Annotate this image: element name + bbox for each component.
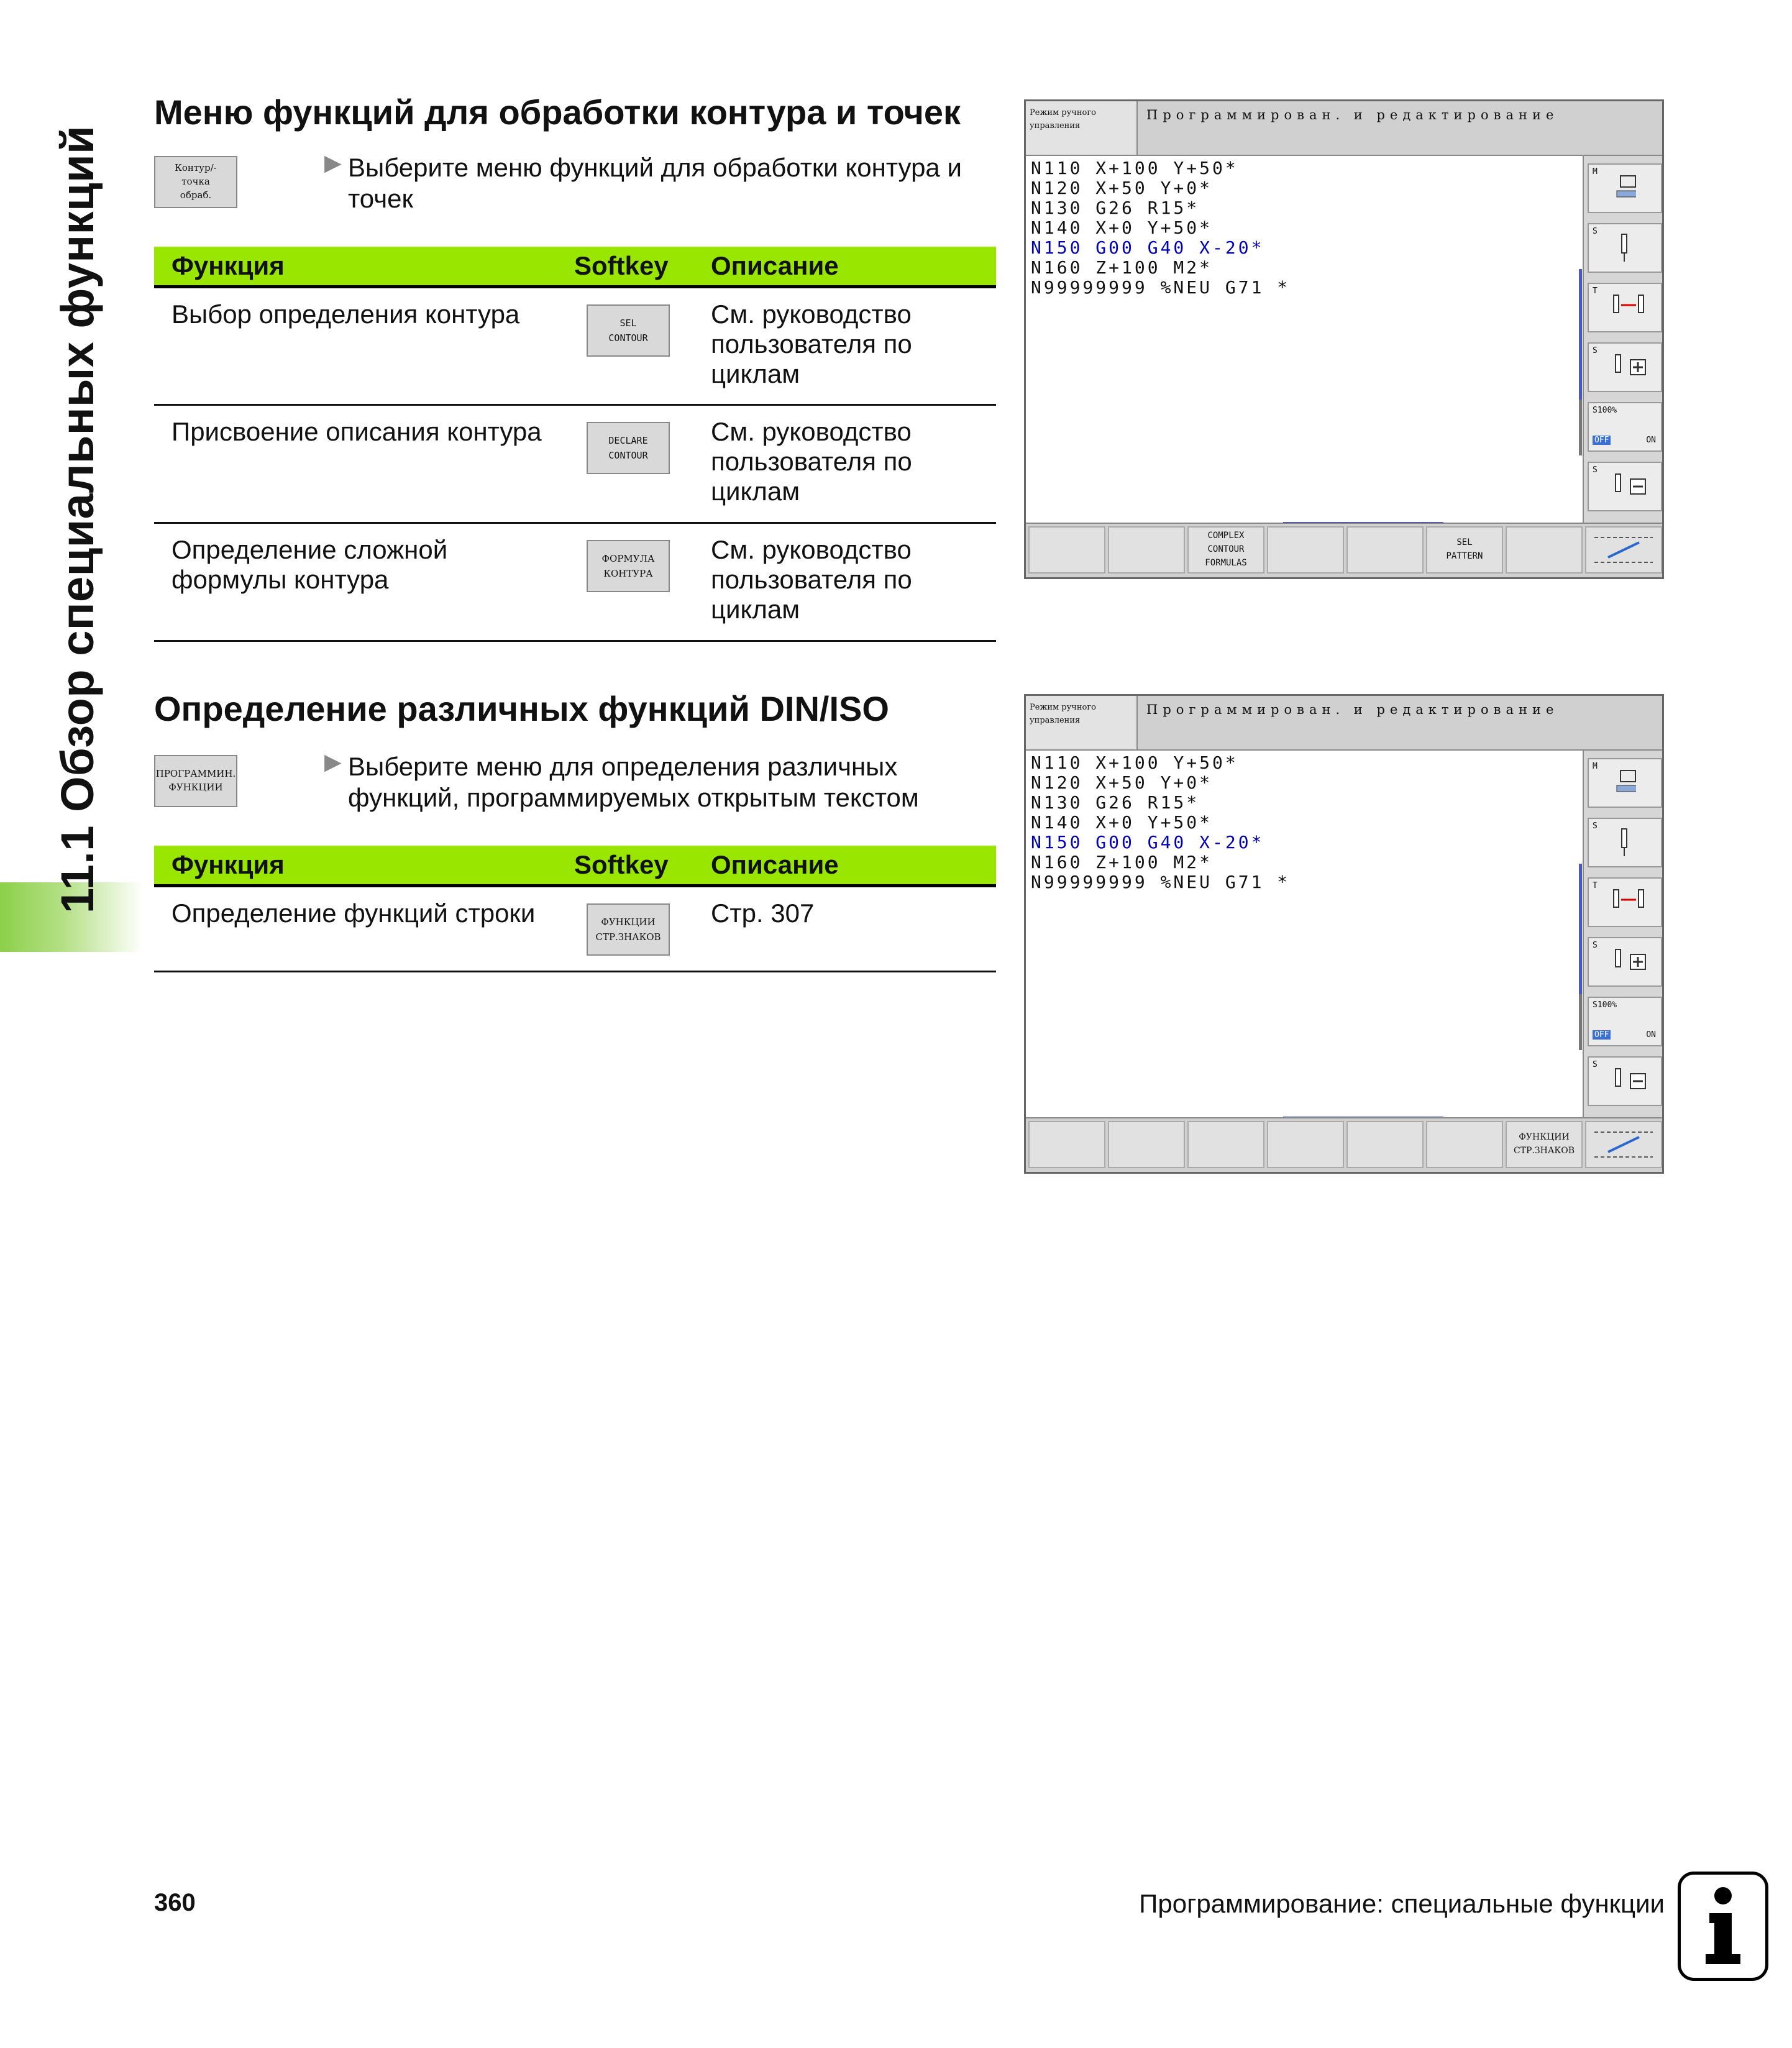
s-increase-button[interactable]: S (1588, 937, 1662, 987)
header-softkey: Softkey (574, 247, 693, 287)
header-description: Описание (693, 846, 996, 886)
program-functions-softkey[interactable]: ПРОГРАММИН. ФУНКЦИИ (154, 755, 237, 807)
row-description: См. руководство пользователя по циклам (693, 405, 996, 523)
header-function: Функция (154, 247, 574, 287)
softkey-5[interactable] (1346, 526, 1424, 574)
section-din-iso-functions (154, 688, 996, 972)
section-contour-functions (154, 92, 996, 642)
table-row (154, 886, 996, 972)
tnc-screen (1024, 99, 1664, 579)
code-line: N160 Z+100 M2* (1031, 257, 1213, 278)
s-decrease-button[interactable]: S (1588, 462, 1662, 511)
code-line-active: N150 G00 G40 X-20* (1031, 237, 1264, 258)
page-number: 360 (154, 1889, 196, 1916)
code-line-active: N150 G00 G40 X-20* (1031, 832, 1264, 853)
softkey-bar (1026, 523, 1662, 577)
softkey-3[interactable] (1187, 1121, 1264, 1168)
declare-contour-softkey[interactable]: DECLARE CONTOUR (587, 422, 670, 474)
code-line: N140 X+0 Y+50* (1031, 812, 1213, 833)
table-row (154, 287, 996, 405)
row-function: Определение сложной формулы контура (154, 523, 574, 641)
s-decrease-button[interactable]: S (1588, 1056, 1662, 1106)
row-softkey-cell (574, 405, 693, 523)
s-function-button[interactable]: S (1588, 223, 1662, 273)
off-label: OFF (1593, 1030, 1611, 1040)
intro-text: Выберите меню для определения различных функций, программируемых открытым текстом (348, 752, 919, 812)
section-title: Определение различных функций DIN/ISO (154, 689, 889, 728)
softkey-row-switch-button[interactable] (1585, 526, 1662, 574)
row-softkey-cell (574, 523, 693, 641)
spindle-icon (1616, 233, 1632, 264)
code-line: N99999999 %NEU G71 * (1031, 872, 1291, 892)
screen-mode-label: Режим ручного управления (1026, 101, 1138, 156)
tool-change-icon (1604, 887, 1653, 918)
spindle-override-button[interactable]: S100% OFF ON (1588, 997, 1662, 1046)
on-label: ON (1646, 436, 1656, 445)
info-glyph (1681, 1875, 1765, 1978)
t-function-button[interactable]: T (1588, 283, 1662, 332)
screen-mode-label: Режим ручного управления (1026, 696, 1138, 751)
code-line: N120 X+50 Y+0* (1031, 178, 1213, 198)
code-line: N130 G26 R15* (1031, 198, 1200, 218)
code-line: N160 Z+100 M2* (1031, 852, 1213, 872)
softkey-bar (1026, 1117, 1662, 1172)
minus-icon (1601, 472, 1657, 503)
header-description: Описание (693, 247, 996, 287)
program-listing (1031, 158, 1290, 298)
sel-contour-softkey[interactable]: SEL CONTOUR (587, 304, 670, 357)
spindle-icon (1616, 828, 1632, 859)
scrollbar[interactable] (1579, 864, 1582, 994)
code-line: N110 X+100 Y+50* (1031, 752, 1238, 773)
table-header (154, 247, 996, 287)
side-softkey-bar (1583, 156, 1662, 524)
tool-change-icon (1604, 293, 1653, 324)
string-functions-softkey[interactable]: ФУНКЦИИ СТР.ЗНАКОВ (587, 903, 670, 956)
softkey-7[interactable] (1506, 526, 1583, 574)
scrollbar-track (1579, 994, 1582, 1050)
info-icon (1678, 1872, 1768, 1981)
row-function: Присвоение описания контура (154, 405, 574, 523)
program-listing (1031, 753, 1290, 892)
softkey-row-icon (1589, 531, 1658, 569)
code-line: N99999999 %NEU G71 * (1031, 277, 1291, 298)
section-intro (154, 749, 996, 846)
screen-title: Программирован. и редактирование (1138, 696, 1662, 751)
function-table (154, 247, 996, 642)
softkey-2[interactable] (1108, 526, 1185, 574)
row-function: Определение функций строки (154, 886, 574, 972)
code-line: N140 X+0 Y+50* (1031, 217, 1213, 238)
code-line: N120 X+50 Y+0* (1031, 772, 1213, 793)
header-softkey: Softkey (574, 846, 693, 886)
section-intro (154, 150, 996, 247)
tnc-screen (1024, 694, 1664, 1174)
row-description: Стр. 307 (693, 886, 996, 972)
t-function-button[interactable]: T (1588, 877, 1662, 927)
section-title: Меню функций для обработки контура и точек (154, 93, 961, 132)
machine-icon (1611, 768, 1636, 799)
header-function: Функция (154, 846, 574, 886)
arrow-right-icon: ▶ (324, 749, 342, 774)
row-softkey-cell (574, 287, 693, 405)
machine-icon (1611, 173, 1636, 204)
code-line: N130 G26 R15* (1031, 792, 1200, 813)
plus-icon (1601, 352, 1657, 383)
softkey-row-icon (1589, 1126, 1658, 1163)
row-description: См. руководство пользователя по циклам (693, 287, 996, 405)
on-label: ON (1646, 1030, 1656, 1040)
softkey-4[interactable] (1267, 1121, 1344, 1168)
table-row (154, 523, 996, 641)
softkey-1[interactable] (1028, 526, 1105, 574)
softkey-4[interactable] (1267, 526, 1344, 574)
string-functions-softkey[interactable]: ФУНКЦИИ СТР.ЗНАКОВ (1506, 1121, 1583, 1168)
side-softkey-bar (1583, 751, 1662, 1118)
softkey-1[interactable] (1028, 1121, 1105, 1168)
sel-pattern-softkey[interactable]: SEL PATTERN (1426, 526, 1503, 574)
softkey-6[interactable] (1426, 1121, 1503, 1168)
footer-title: Программирование: специальные функции (1139, 1889, 1665, 1918)
function-table (154, 846, 996, 972)
scrollbar[interactable] (1579, 269, 1582, 400)
arrow-right-icon: ▶ (324, 150, 342, 175)
contour-formula-softkey[interactable]: ФОРМУЛА КОНТУРА (587, 540, 670, 592)
row-function: Выбор определения контура (154, 287, 574, 405)
table-header (154, 846, 996, 886)
s-increase-button[interactable]: S (1588, 342, 1662, 392)
softkey-5[interactable] (1346, 1121, 1424, 1168)
screen-title: Программирован. и редактирование (1138, 101, 1662, 156)
spindle-override-button[interactable]: S100% OFF ON (1588, 402, 1662, 452)
s-function-button[interactable]: S (1588, 818, 1662, 867)
contour-point-softkey[interactable]: Контур/- точка обраб. (154, 156, 237, 208)
m-function-button[interactable]: M (1588, 163, 1662, 213)
off-label: OFF (1593, 436, 1611, 445)
row-softkey-cell (574, 886, 693, 972)
row-description: См. руководство пользователя по циклам (693, 523, 996, 641)
chapter-title: 11.1 Обзор специальных функций (52, 125, 103, 913)
m-function-button[interactable]: M (1588, 758, 1662, 808)
plus-icon (1601, 947, 1657, 978)
softkey-row-switch-button[interactable] (1585, 1121, 1662, 1168)
minus-icon (1601, 1066, 1657, 1097)
complex-contour-formulas-softkey[interactable]: COMPLEX CONTOUR FORMULAS (1187, 526, 1264, 574)
scrollbar-track (1579, 400, 1582, 455)
softkey-2[interactable] (1108, 1121, 1185, 1168)
intro-text: Выберите меню функций для обработки контура и точек (348, 153, 962, 213)
code-line: N110 X+100 Y+50* (1031, 158, 1238, 178)
table-row (154, 405, 996, 523)
